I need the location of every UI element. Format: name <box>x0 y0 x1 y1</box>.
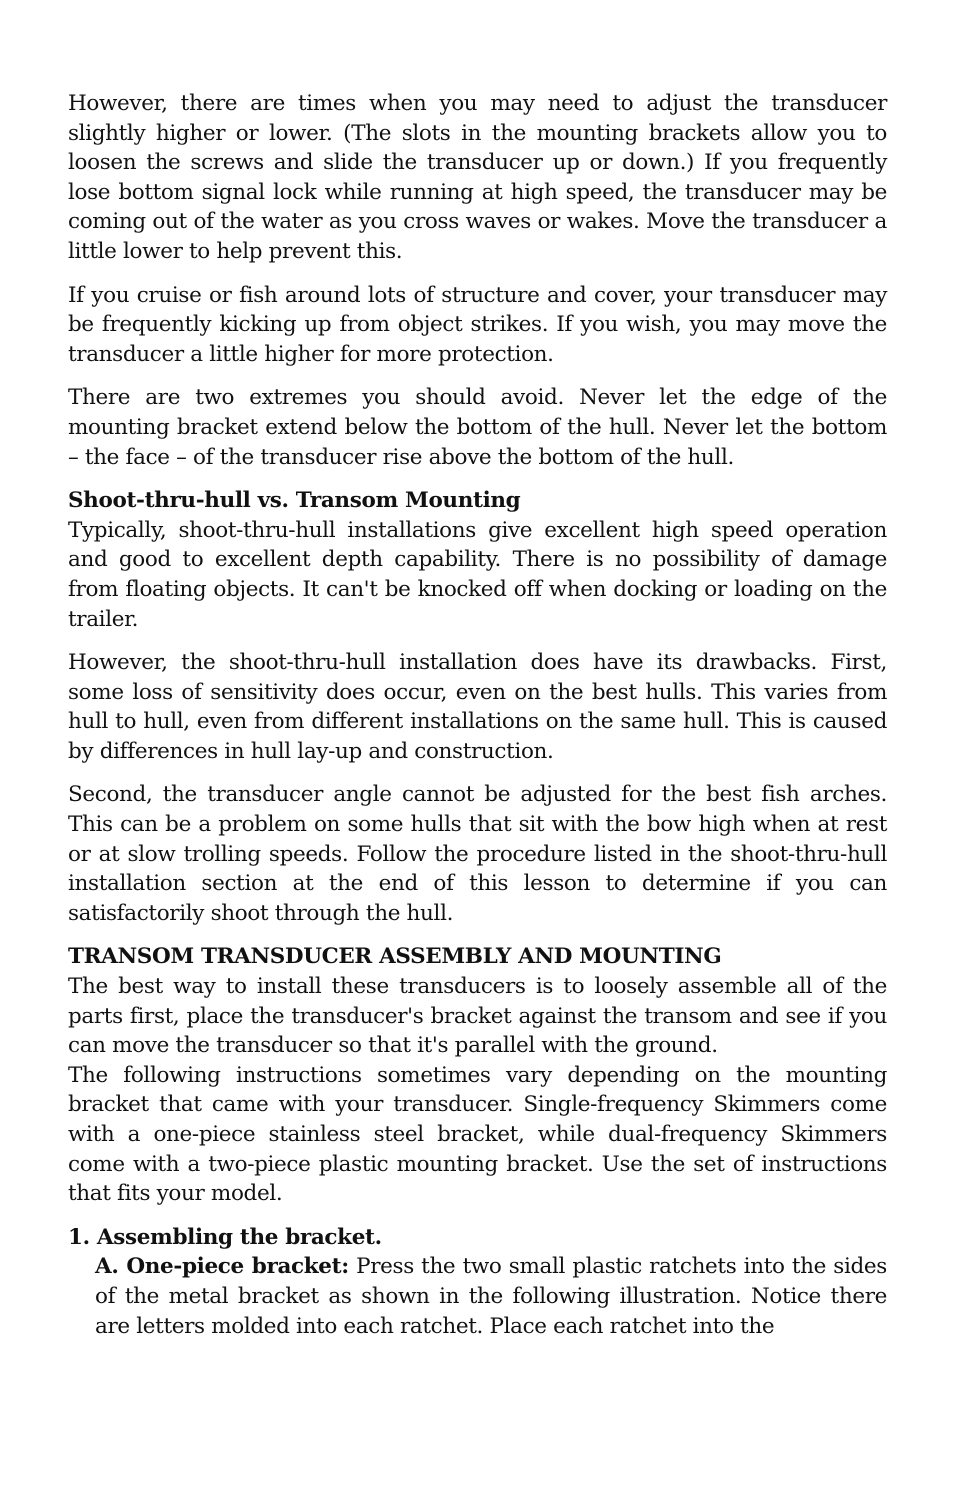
paragraph-adjust-height: However, there are times when you may need to adjust the transducer slightly higher or lower. (The slots in the mounting brackets allow you to loosen the screws and slide the transducer up or down.) If you frequently lose bottom signal lock while running at high speed, the transducer may be coming out of the water as you cross waves or wakes. Move the transducer a little lower to help prevent this. <box>68 91 887 264</box>
paragraph-structure-cover: If you cruise or fish around lots of structure and cover, your transducer may be frequently kicking up from object strikes. If you wish, you may move the transducer a little higher for more protection. <box>68 282 887 367</box>
heading-shoot-thru-vs-transom: Shoot-thru-hull vs. Transom Mounting <box>68 488 521 514</box>
one-piece-bracket-text: Press the two small plastic ratchets into the sides of the metal bracket as shown in the following illustration. Notice there are letters molded into each ratchet. Place each ratchet into the <box>95 1254 887 1339</box>
document-page <box>68 89 887 1341</box>
paragraph-transducer-angle: Second, the transducer angle cannot be adjusted for the best fish arches. This can be a problem on some hulls that sit with the bow high when at rest or at slow trolling speeds. Follow the procedure listed in the shoot-thru-hull installation section at the end of this lesson to determine if you can satisfactorily shoot through the hull. <box>68 782 887 926</box>
heading-transom-assembly: TRANSOM TRANSDUCER ASSEMBLY AND MOUNTING <box>68 944 722 970</box>
paragraph-install-best-way: The best way to install these transducers is to loosely assemble all of the parts first, place the transducer's bracket against the transom and see if you can move the transducer so that it's parallel with the ground. <box>68 974 887 1059</box>
paragraph-shoot-thru-drawbacks: However, the shoot-thru-hull installation does have its drawbacks. First, some loss of sensitivity does occur, even on the best hulls. This varies from hull to hull, even from different installations on the same hull. This is caused by differences in hull lay-up and construction. <box>68 650 887 764</box>
heading-assembling-bracket: 1. Assembling the bracket. <box>68 1224 382 1250</box>
paragraph-instructions-vary: The following instructions sometimes vary depending on the mounting bracket that came with your transducer. Single-frequency Skimmers come with a one-piece stainless steel bracket, while dual-frequency Skimmers come with a two-piece plastic mounting bracket. Use the set of instructions that fits your model. <box>68 1062 887 1207</box>
one-piece-bracket-lead: A. One-piece bracket: <box>95 1254 349 1280</box>
paragraph-one-piece-bracket <box>95 1252 887 1341</box>
paragraph-extremes: There are two extremes you should avoid. Never let the edge of the mounting bracket extend below the bottom of the hull. Never let the bottom – the face – of the transducer rise above the bottom of the hull. <box>68 385 887 470</box>
paragraph-shoot-thru-benefits: Typically, shoot-thru-hull installations give excellent high speed operation and good to excellent depth capability. There is no possibility of damage from floating objects. It can't be knocked off when docking or loading on the trailer. <box>68 517 887 632</box>
